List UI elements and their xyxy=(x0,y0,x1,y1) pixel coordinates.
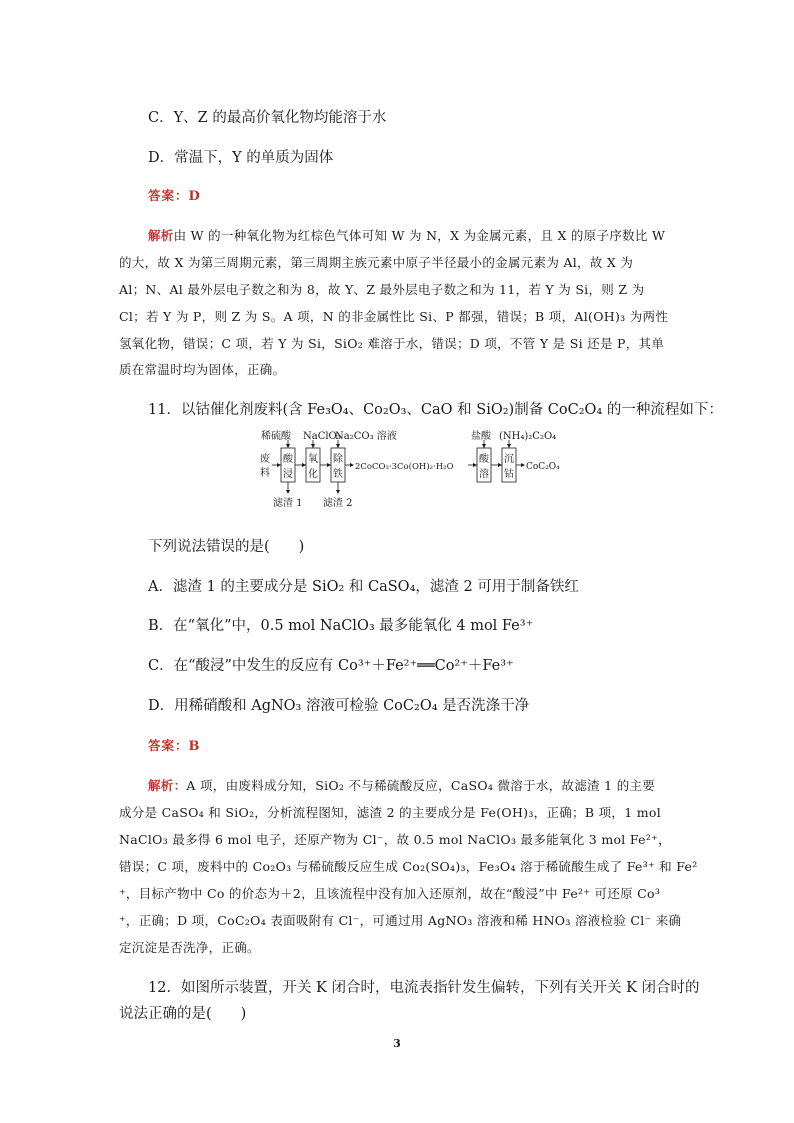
step-acid-dissolve-1: 酸 xyxy=(479,454,489,465)
q11-option-b: B．在“氧化”中，0.5 mol NaClO₃ 最多能氧化 4 mol Fe³⁺ xyxy=(148,618,534,634)
analysis-line: 错误；C 项，废料中的 Co₂O₃ 与稀硫酸反应生成 Co₂(SO₄)₃，Fe₃O₄ 溶于稀硫酸生成了 Fe³⁺ 和 Fe² xyxy=(119,859,698,874)
q12-stem-line-1: 12．如图所示装置，开关 K 闭合时，电流表指针发生偏转，下列有关开关 K 闭合时的 xyxy=(148,980,700,996)
analysis-line: Al；N、Al 最外层电子数之和为 8，故 Y、Z 最外层电子数之和为 11，若 Y 为 Si，则 Z 为 xyxy=(119,282,645,297)
analysis-line: ⁺，目标产物中 Co 的价态为＋2，且该流程中没有加入还原剂，故在“酸浸”中 Fe²⁺ 可还原 Co³ xyxy=(119,886,661,901)
analysis-line: Cl；若 Y 为 P，则 Z 为 S。A 项，N 的非金属性比 Si、P 都强，错误；B 项，Al(OH)₃ 为两性 xyxy=(119,309,669,324)
analysis-line: 解析：A 项，由废料成分知，SiO₂ 不与稀硫酸反应，CaSO₄ 微溶于水，故滤渣 1 的主要 xyxy=(148,778,656,793)
q11-stem: 11．以钴催化剂废料(含 Fe₃O₄、Co₂O₃、CaO 和 SiO₂)制备 CoC₂O₄ 的一种流程如下： xyxy=(148,402,723,418)
step-acid-leach-2: 浸 xyxy=(283,469,293,480)
step-acid-dissolve-2: 溶 xyxy=(479,469,489,480)
residue-2: 滤渣 2 xyxy=(323,498,353,509)
q10-answer xyxy=(148,185,200,204)
analysis-line: 氢氧化物，错误；C 项，若 Y 为 Si，SiO₂ 难溶于水，错误；D 项，不管 Y 是 Si 还是 P，其单 xyxy=(119,336,665,351)
step-oxidize-1: 氧 xyxy=(308,454,318,465)
analysis-line: 成分是 CaSO₄ 和 SiO₂，分析流程图知，滤渣 2 的主要成分是 Fe(OH)₃，正确；B 项，1 mol xyxy=(119,805,662,820)
step-precipitate-1: 沉 xyxy=(504,454,514,465)
q11-answer xyxy=(148,735,200,754)
answer-letter: D xyxy=(188,189,200,204)
reagent-na2co3: Na₂CO₃ 溶液 xyxy=(335,431,397,442)
q10-option-d: D．常温下，Y 的单质为固体 xyxy=(148,150,334,166)
q11-option-a: A．滤渣 1 的主要成分是 SiO₂ 和 CaSO₄，滤渣 2 可用于制备铁红 xyxy=(148,579,579,595)
page-number: 3 xyxy=(393,1037,401,1050)
reagent-dilute-sulfuric-acid: 稀硫酸 xyxy=(261,431,291,442)
q11-option-d: D．用稀硝酸和 AgNO₃ 溶液可检验 CoC₂O₄ 是否洗涤干净 xyxy=(148,698,530,714)
final-product: CoC₂O₄ xyxy=(526,462,560,472)
intermediate-product: 2CoCO₃·3Co(OH)₂·H₂O xyxy=(355,462,454,472)
step-remove-iron-2: 铁 xyxy=(333,469,343,480)
q12-stem-line-2: 说法正确的是( ) xyxy=(119,1006,247,1022)
input-waste-1: 废 xyxy=(260,454,270,465)
reagent-ammonium-oxalate: (NH₄)₂C₂O₄ xyxy=(499,431,557,442)
answer-label: 答案： xyxy=(148,188,189,203)
residue-1: 滤渣 1 xyxy=(273,498,303,509)
input-waste-2: 料 xyxy=(260,468,270,479)
step-remove-iron-1: 除 xyxy=(333,454,343,465)
analysis-line: 解析由 W 的一种氧化物为红棕色气体可知 W 为 N，X 为金属元素，且 X 的原子序数比 W xyxy=(148,228,666,243)
step-oxidize-2: 化 xyxy=(308,469,318,480)
analysis-label: 解析 xyxy=(148,228,174,243)
analysis-line: ⁺，正确；D 项，CoC₂O₄ 表面吸附有 Cl⁻，可通过用 AgNO₃ 溶液和稀 HNO₃ 溶液检验 Cl⁻ 来确 xyxy=(119,913,682,928)
q10-option-c: C．Y、Z 的最高价氧化物均能溶于水 xyxy=(148,110,387,126)
analysis-line: 的大，故 X 为第三周期元素，第三周期主族元素中原子半径最小的金属元素为 Al，故 X 为 xyxy=(119,255,634,270)
step-acid-leach-1: 酸 xyxy=(283,454,293,465)
analysis-label: 解析： xyxy=(148,778,187,793)
analysis-line: 定沉淀是否洗净，正确。 xyxy=(119,940,260,955)
reagent-naclo3: NaClO₃ xyxy=(303,431,341,442)
q11-option-c: C．在“酸浸”中发生的反应有 Co³⁺＋Fe²⁺══Co²⁺＋Fe³⁺ xyxy=(148,658,514,674)
step-precipitate-2: 钴 xyxy=(504,469,514,480)
q11-prompt: 下列说法错误的是( ) xyxy=(148,539,305,555)
analysis-line: 质在常温时均为固体，正确。 xyxy=(119,362,286,377)
analysis-line: NaClO₃ 最多得 6 mol 电子，还原产物为 Cl⁻，故 0.5 mol NaClO₃ 最多能氧化 3 mol Fe²⁺， xyxy=(119,832,671,847)
answer-label: 答案： xyxy=(148,738,189,753)
reagent-hydrochloric-acid: 盐酸 xyxy=(471,431,491,442)
answer-letter: B xyxy=(188,739,200,754)
process-flow-diagram xyxy=(255,430,560,510)
